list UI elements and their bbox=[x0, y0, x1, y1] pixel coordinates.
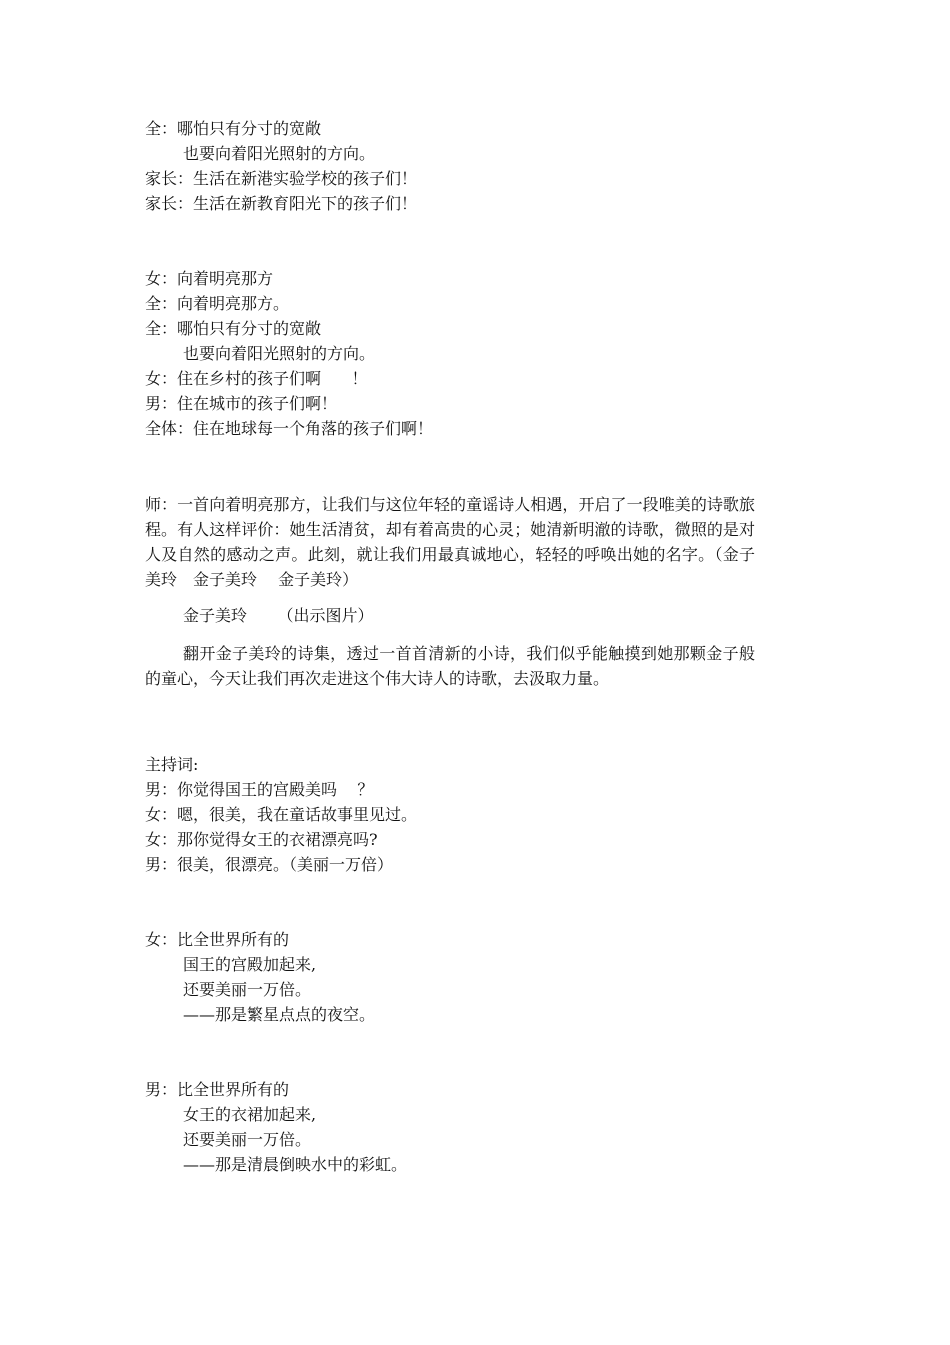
poem-line: ——那是繁星点点的夜空。 bbox=[183, 1005, 376, 1024]
dialogue-line: 全：哪怕只有分寸的宽敞 bbox=[145, 319, 322, 338]
picture-cue-line: 金子美玲 （出示图片） bbox=[183, 606, 374, 625]
dialogue-line: 女：住在乡村的孩子们啊 ！ bbox=[145, 369, 368, 388]
poem-line: 还要美丽一万倍。 bbox=[183, 1130, 312, 1149]
host-script-heading: 主持词: bbox=[145, 755, 199, 774]
dialogue-line: 家长：生活在新港实验学校的孩子们！ bbox=[145, 169, 418, 188]
poem-line: 女：比全世界所有的 bbox=[145, 930, 290, 949]
dialogue-line: 男：你觉得国王的宫殿美吗 ？ bbox=[145, 780, 374, 799]
poem-line: 男：比全世界所有的 bbox=[145, 1080, 290, 1099]
dialogue-line: 家长：生活在新教育阳光下的孩子们！ bbox=[145, 194, 418, 213]
teacher-paragraph: 师：一首向着明亮那方，让我们与这位年轻的童谣诗人相遇，开启了一段唯美的诗歌旅程。有人这样评价：她生活清贫，却有着高贵的心灵；她清新明澈的诗歌，微照的是对人及自然的感动之声。此刻，就让我们用最真诚地心，轻轻的呼唤出她的名字。（金子美玲 金子美玲 金子美玲） bbox=[145, 495, 755, 589]
dialogue-line: 全：向着明亮那方。 bbox=[145, 294, 290, 313]
poem-line: 女王的衣裙加起来, bbox=[183, 1105, 317, 1124]
dialogue-line: 也要向着阳光照射的方向。 bbox=[183, 144, 376, 163]
dialogue-line: 也要向着阳光照射的方向。 bbox=[183, 344, 376, 363]
dialogue-line: 全：哪怕只有分寸的宽敞 bbox=[145, 119, 322, 138]
dialogue-line: 女：嗯，很美，我在童话故事里见过。 bbox=[145, 805, 418, 824]
poem-line: 国王的宫殿加起来, bbox=[183, 955, 317, 974]
dialogue-line: 全体：住在地球每一个角落的孩子们啊！ bbox=[145, 419, 434, 438]
poem-line: ——那是清晨倒映水中的彩虹。 bbox=[183, 1155, 408, 1174]
dialogue-line: 男：住在城市的孩子们啊！ bbox=[145, 394, 338, 413]
poem-line: 还要美丽一万倍。 bbox=[183, 980, 312, 999]
dialogue-line: 女：那你觉得女王的衣裙漂亮吗? bbox=[145, 830, 378, 849]
dialogue-line: 男：很美，很漂亮。（美丽一万倍） bbox=[145, 855, 394, 874]
intro-paragraph: 翻开金子美玲的诗集，透过一首首清新的小诗，我们似乎能触摸到她那颗金子般的童心，今天让我们再次走进这个伟大诗人的诗歌，去汲取力量。 bbox=[145, 644, 755, 688]
dialogue-line: 女：向着明亮那方 bbox=[145, 269, 274, 288]
